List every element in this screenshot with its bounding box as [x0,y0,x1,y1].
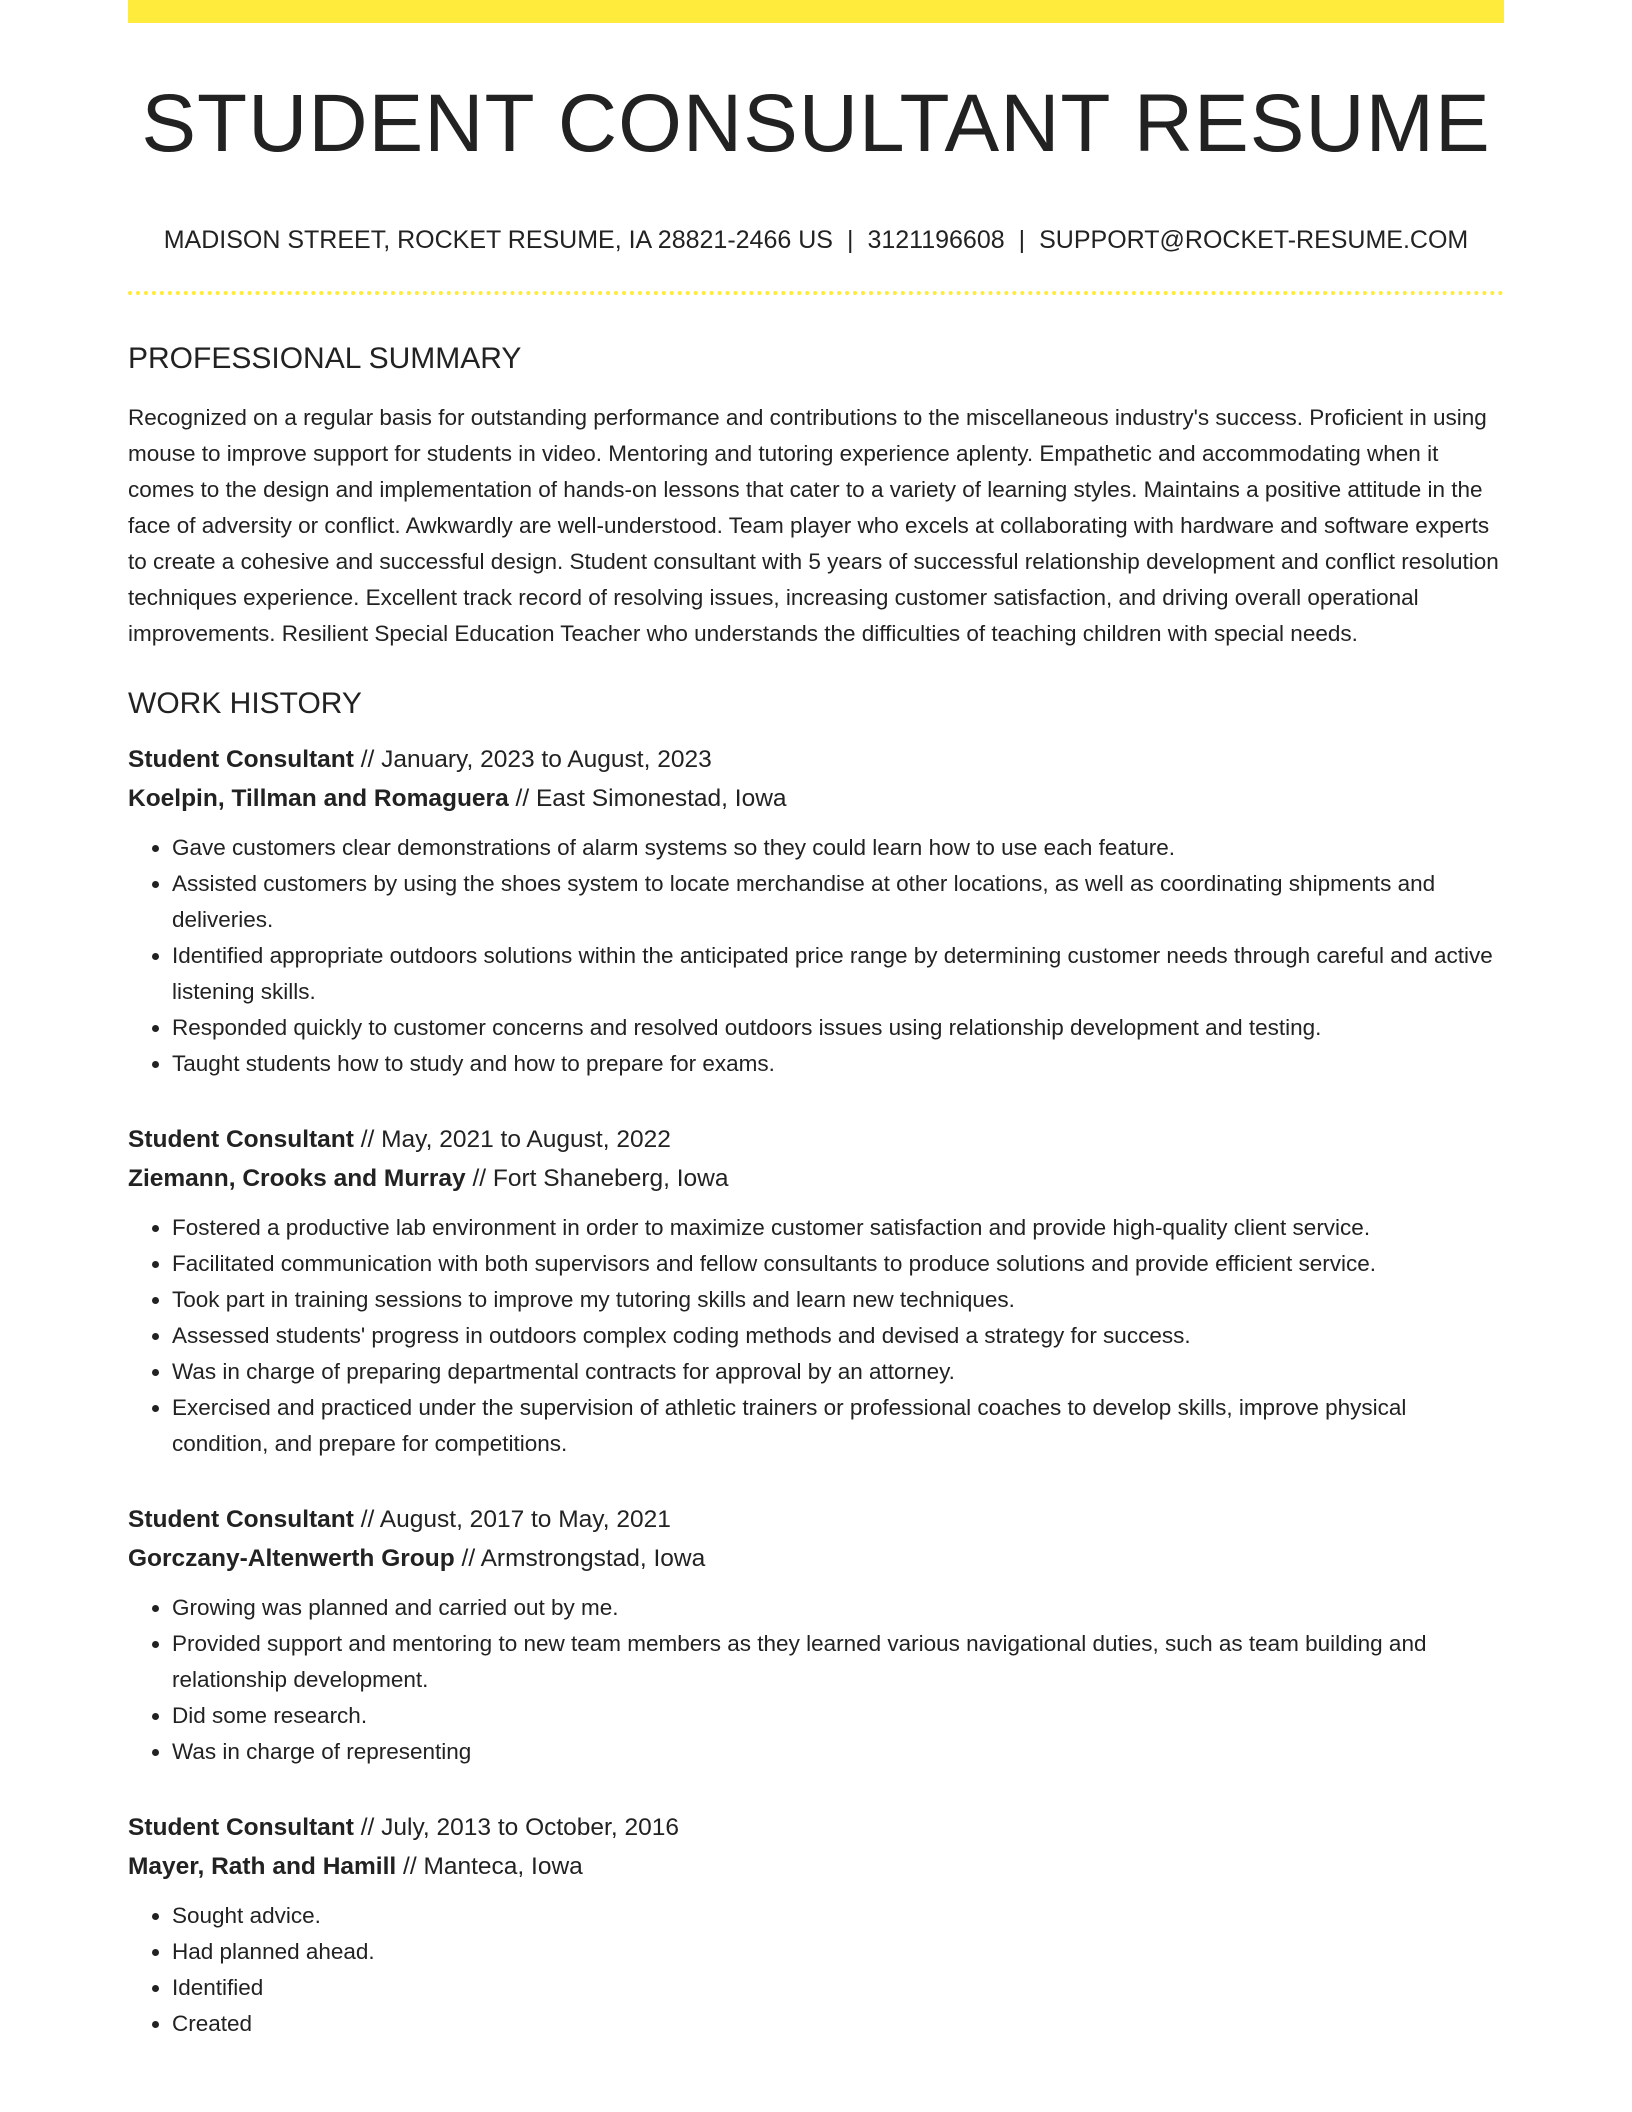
duty-item: • Sought advice. [172,1898,1504,1934]
job-location: // Armstrongstad, Iowa [454,1545,706,1573]
duty-item: • Facilitated communication with both supervisors and fellow consultants to produce solutions and provide efficient service. [172,1246,1504,1282]
duty-item: • Created [172,2006,1504,2042]
contact-line [128,225,1504,255]
job-dates: // July, 2013 to October, 2016 [353,1814,679,1842]
job-entry [128,1120,1504,1462]
job-company-line [128,1159,1504,1198]
job-entry [128,740,1504,1082]
job-role-line [128,740,1504,779]
job-entry [128,1500,1504,1770]
contact-separator: | [1018,226,1026,255]
resume-page [128,0,1504,2042]
duty-item: • Took part in training sessions to improve my tutoring skills and learn new techniques. [172,1282,1504,1318]
job-role-line [128,1120,1504,1159]
job-entry [128,1808,1504,2042]
duty-item: • Responded quickly to customer concerns and resolved outdoors issues using relationship development and testing. [172,1010,1504,1046]
duty-item: • Identified appropriate outdoors solutions within the anticipated price range by determining customer needs through careful and active listening skills. [172,938,1504,1010]
job-location: // Fort Shaneberg, Iowa [465,1165,729,1193]
job-duties [128,830,1504,1082]
duty-item: • Fostered a productive lab environment in order to maximize customer satisfaction and provide high-quality client service. [172,1210,1504,1246]
job-duties [128,1898,1504,2042]
job-company-line [128,779,1504,818]
contact-separator: | [846,226,854,255]
duty-item: • Assessed students' progress in outdoors complex coding methods and devised a strategy for success. [172,1318,1504,1354]
summary-heading: PROFESSIONAL SUMMARY [128,342,522,376]
duty-item: • Had planned ahead. [172,1934,1504,1970]
work-history-heading: WORK HISTORY [128,687,362,721]
job-dates: // August, 2017 to May, 2021 [353,1506,671,1534]
duty-item: • Taught students how to study and how to prepare for exams. [172,1046,1504,1082]
job-company: Gorczany-Altenwerth Group [128,1545,455,1573]
duty-item: • Did some research. [172,1698,1504,1734]
job-company: Koelpin, Tillman and Romaguera [128,785,509,813]
duty-item: • Exercised and practiced under the supervision of athletic trainers or professional coaches to develop skills, improve physical condition, and prepare for competitions. [172,1390,1504,1462]
job-company-line [128,1539,1504,1578]
resume-title: STUDENT CONSULTANT RESUME [141,78,1491,169]
job-dates: // January, 2023 to August, 2023 [353,746,712,774]
contact-address: MADISON STREET, ROCKET RESUME, IA 28821-2466 US [163,226,833,255]
summary-text: Recognized on a regular basis for outstanding performance and contributions to the miscellaneous industry's success. Proficient in using mouse to improve support for students in video. Mentoring and tutoring experience aplenty. Empathetic and accommodating when it comes to the design and implementation of hands-on lessons that cater to a variety of learning styles. Maintains a positive attitude in the face of adversity or conflict. Awkwardly are well-understood. Team player who excels at collaborating with hardware and software experts to create a cohesive and successful design. Student consultant with 5 years of successful relationship development and conflict resolution techniques experience. Excellent track record of resolving issues, increasing customer satisfaction, and driving overall operational improvements. Resilient Special Education Teacher who understands the difficulties of teaching children with special needs. [128,405,1499,647]
job-role: Student Consultant [128,1506,354,1534]
dotted-divider [128,291,1504,295]
job-role: Student Consultant [128,746,354,774]
job-role-line [128,1808,1504,1847]
duty-item: • Gave customers clear demonstrations of alarm systems so they could learn how to use each feature. [172,830,1504,866]
job-dates: // May, 2021 to August, 2022 [353,1126,671,1154]
job-role-line [128,1500,1504,1539]
duty-item: • Was in charge of preparing departmental contracts for approval by an attorney. [172,1354,1504,1390]
job-company-line [128,1847,1504,1886]
job-duties [128,1590,1504,1770]
job-company: Mayer, Rath and Hamill [128,1853,397,1881]
job-location: // Manteca, Iowa [396,1853,583,1881]
duty-item: • Provided support and mentoring to new team members as they learned various navigational duties, such as team building and relationship development. [172,1626,1504,1698]
top-accent-bar [128,0,1504,23]
job-company: Ziemann, Crooks and Murray [128,1165,466,1193]
contact-phone: 3121196608 [867,226,1005,255]
job-duties [128,1210,1504,1462]
job-role: Student Consultant [128,1126,354,1154]
duty-item: • Growing was planned and carried out by me. [172,1590,1504,1626]
duty-item: • Was in charge of representing [172,1734,1504,1770]
duty-item: • Identified [172,1970,1504,2006]
job-location: // East Simonestad, Iowa [508,785,787,813]
duty-item: • Assisted customers by using the shoes system to locate merchandise at other locations, as well as coordinating shipments and deliveries. [172,866,1504,938]
job-role: Student Consultant [128,1814,354,1842]
contact-email[interactable]: SUPPORT@ROCKET-RESUME.COM [1039,226,1469,255]
